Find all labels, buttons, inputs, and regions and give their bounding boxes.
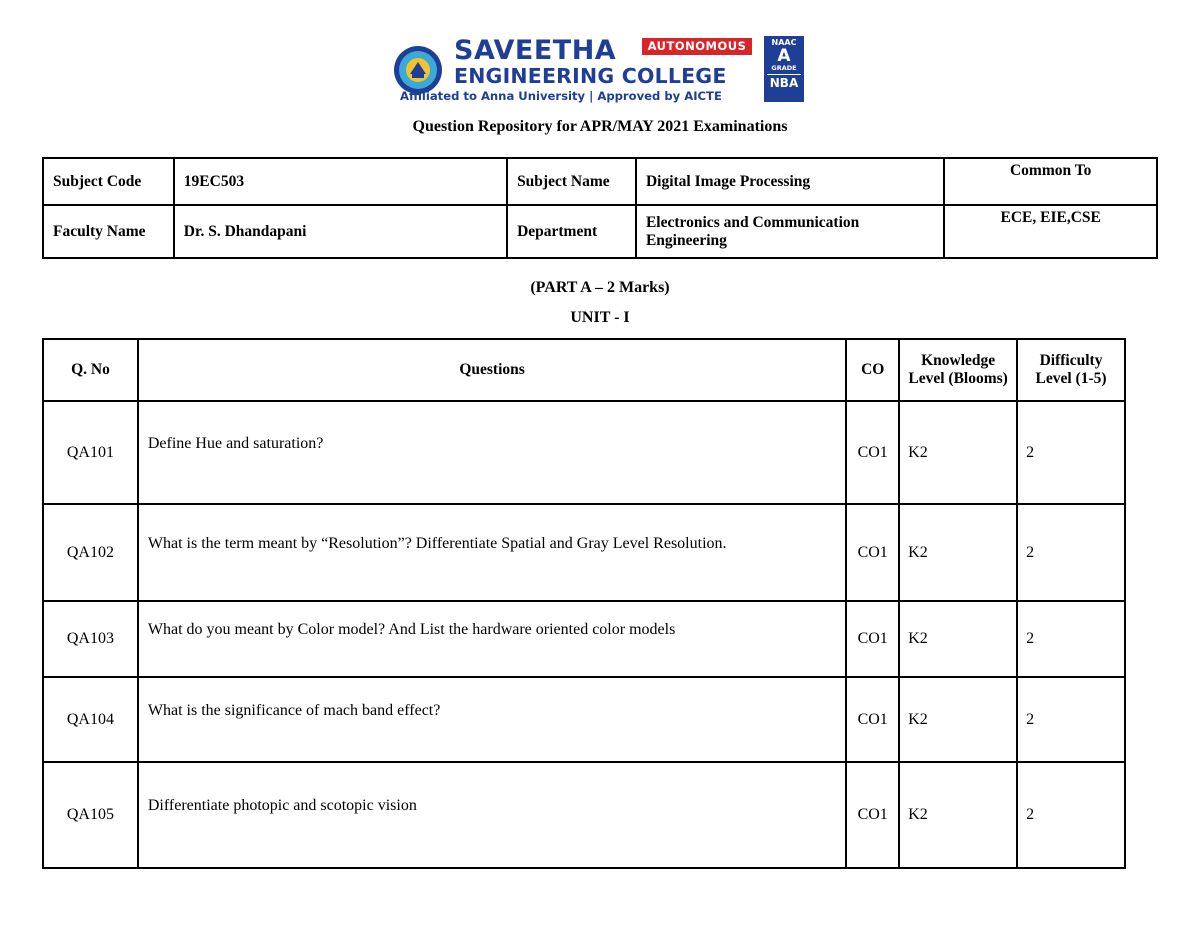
department-label: Department	[507, 205, 636, 258]
naac-label: NAAC	[771, 38, 797, 47]
difficulty-cell: 2	[1017, 401, 1125, 504]
difficulty-cell: 2	[1017, 677, 1125, 762]
subject-code-value: 19EC503	[174, 158, 507, 205]
knowledge-cell: K2	[899, 677, 1017, 762]
question-cell	[138, 401, 846, 504]
faculty-name-label: Faculty Name	[43, 205, 174, 258]
department-value: Electronics and Communication Engineering	[636, 205, 944, 258]
co-cell: CO1	[846, 762, 899, 868]
common-to-value: ECE, EIE,CSE	[944, 205, 1157, 258]
difficulty-cell: 2	[1017, 504, 1125, 601]
co-cell: CO1	[846, 601, 899, 677]
question-cell	[138, 762, 846, 868]
part-heading: (PART A – 2 Marks)	[530, 279, 670, 296]
faculty-name-value: Dr. S. Dhandapani	[174, 205, 507, 258]
difficulty-cell: 2	[1017, 762, 1125, 868]
co-cell: CO1	[846, 677, 899, 762]
unit-heading: UNIT - I	[570, 309, 630, 326]
table-row	[43, 401, 1125, 504]
question-text: What is the significance of mach band effect?	[147, 701, 441, 719]
co-cell: CO1	[846, 401, 899, 504]
nba-label: NBA	[767, 74, 801, 91]
table-row	[43, 601, 1125, 677]
header-knowledge-level: Knowledge Level (Blooms)	[899, 339, 1017, 401]
autonomous-badge: AUTONOMOUS	[642, 38, 752, 55]
subject-name-label: Subject Name	[507, 158, 636, 205]
questions-table	[42, 338, 1126, 869]
document-title: Question Repository for APR/MAY 2021 Examinations	[412, 118, 788, 135]
common-to-label: Common To	[944, 158, 1157, 205]
question-text: What is the term meant by “Resolution”? Differentiate Spatial and Gray Level Resolution.	[147, 534, 727, 552]
question-cell	[138, 677, 846, 762]
question-text: Differentiate photopic and scotopic vision	[147, 797, 417, 814]
header-questions: Questions	[138, 339, 846, 401]
header-qno: Q. No	[43, 339, 138, 401]
qno-cell: QA105	[43, 762, 138, 868]
qno-cell: QA103	[43, 601, 138, 677]
header-difficulty-level: Difficulty Level (1-5)	[1017, 339, 1125, 401]
header-co: CO	[846, 339, 899, 401]
table-row	[43, 762, 1125, 868]
question-cell	[138, 504, 846, 601]
knowledge-cell: K2	[899, 762, 1017, 868]
qno-cell: QA101	[43, 401, 138, 504]
question-text: Define Hue and saturation?	[147, 434, 324, 452]
knowledge-cell: K2	[899, 504, 1017, 601]
naac-grade: A	[777, 46, 791, 66]
knowledge-cell: K2	[899, 601, 1017, 677]
qno-cell: QA104	[43, 677, 138, 762]
college-name-line2: ENGINEERING COLLEGE	[454, 64, 727, 88]
co-cell: CO1	[846, 504, 899, 601]
naac-grade-word: GRADE	[771, 64, 797, 72]
subject-name-value: Digital Image Processing	[636, 158, 944, 205]
college-affiliation: Affiliated to Anna University | Approved by AICTE	[400, 89, 722, 103]
question-cell	[138, 601, 846, 677]
table-row	[43, 504, 1125, 601]
subject-code-label: Subject Code	[43, 158, 174, 205]
question-text: What do you meant by Color model? And List the hardware oriented color models	[147, 621, 676, 638]
naac-badge	[764, 36, 804, 102]
subject-info-table	[42, 157, 1158, 259]
college-logo	[392, 36, 804, 104]
college-name-line1: SAVEETHA	[454, 35, 617, 66]
difficulty-cell: 2	[1017, 601, 1125, 677]
qno-cell: QA102	[43, 504, 138, 601]
table-row	[43, 677, 1125, 762]
knowledge-cell: K2	[899, 401, 1017, 504]
